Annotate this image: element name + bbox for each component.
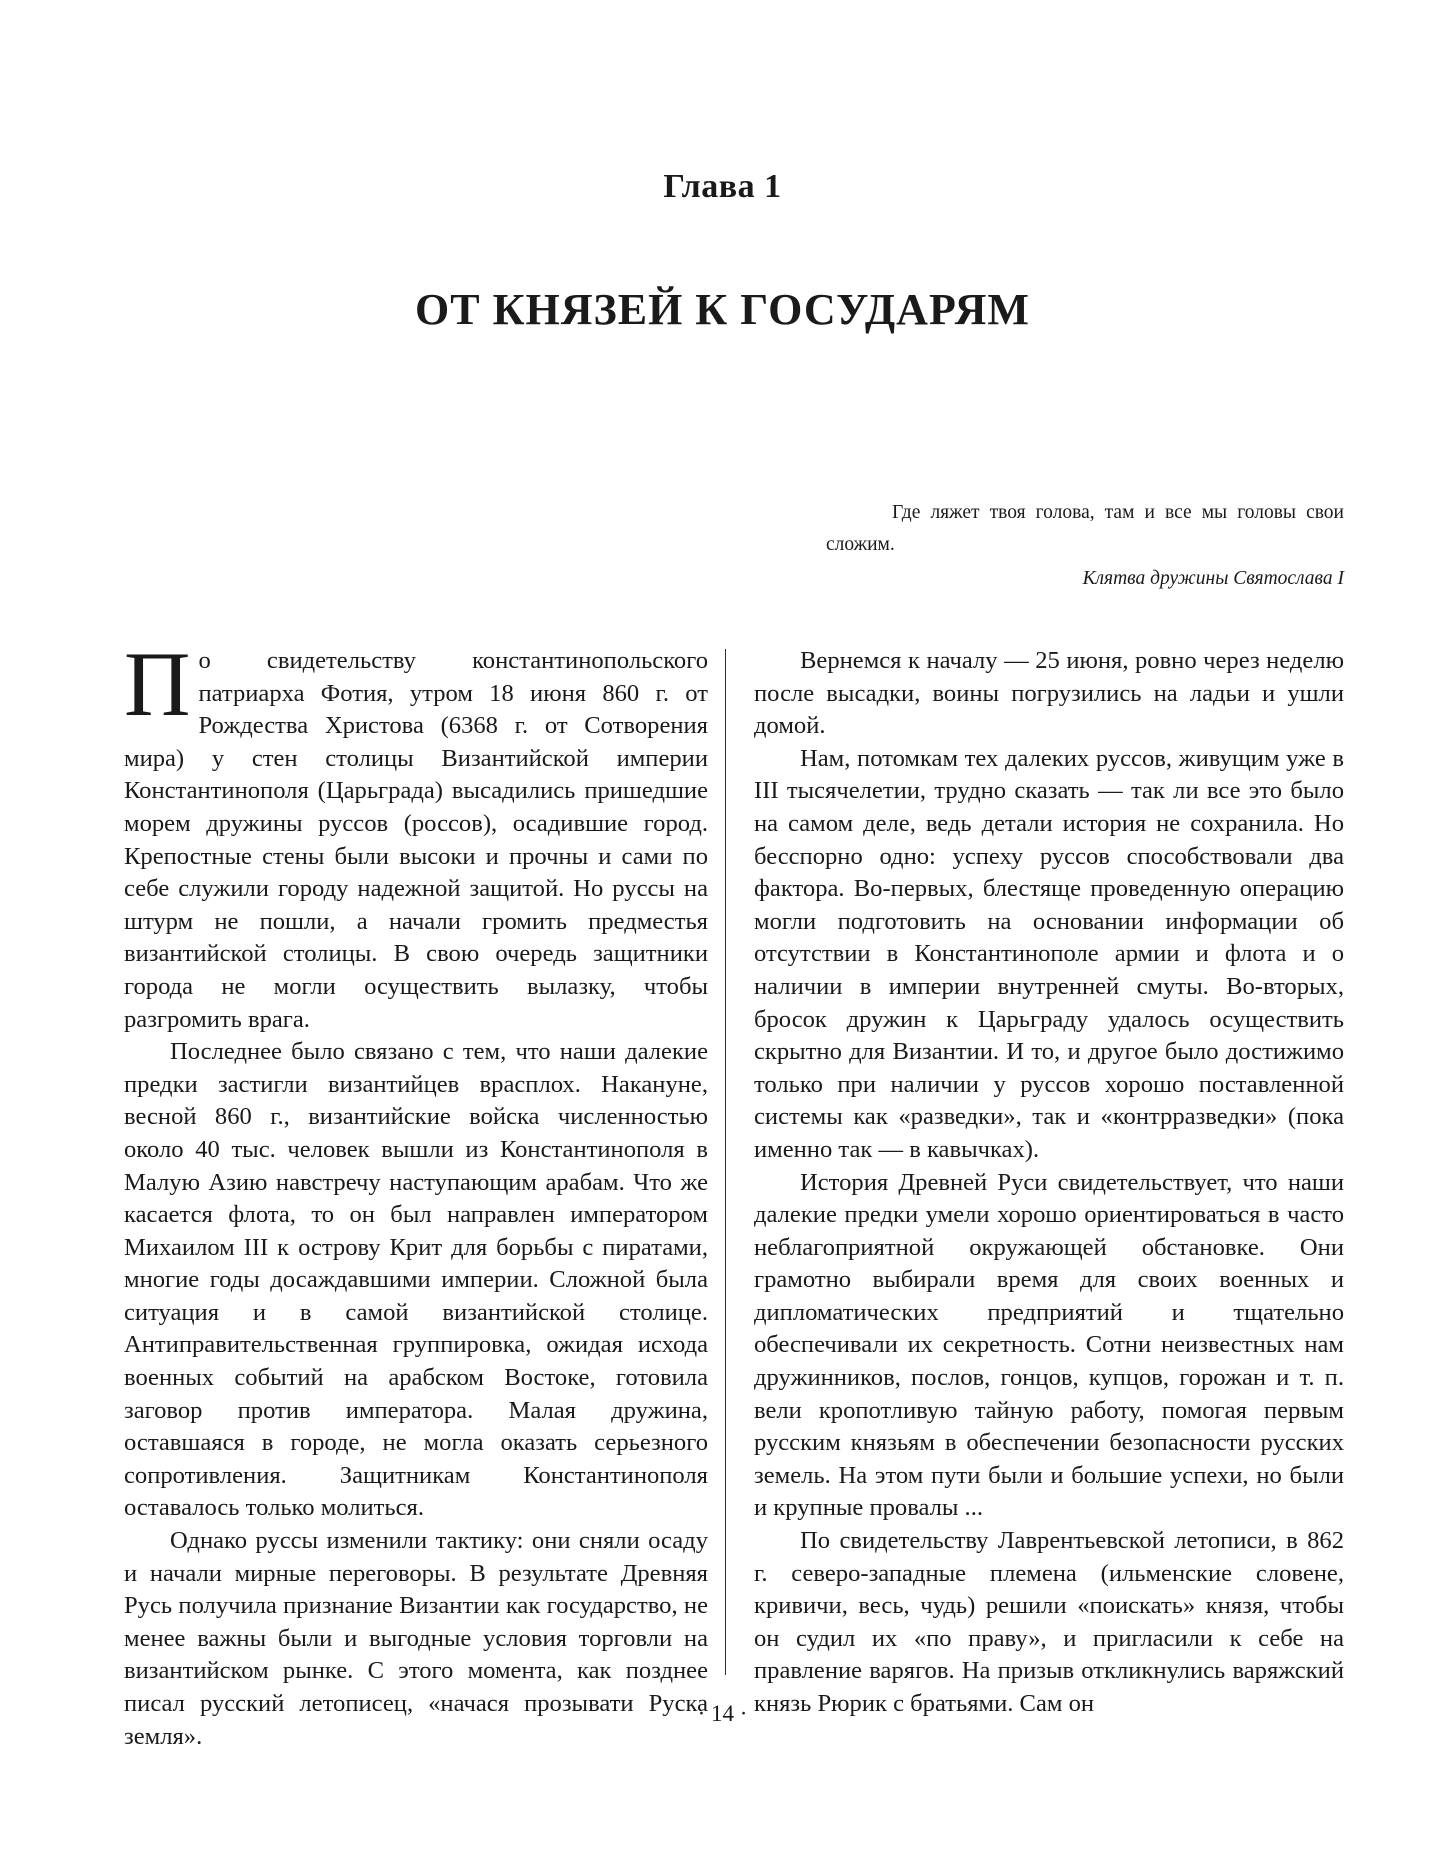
right-column [754,645,1344,1721]
paragraph-text: о свидетельству константинопольского патриарха Фотия, утром 18 июня 860 г. от Рождества Христова (6368 г. от Сотворения мира) у стен столицы Византийской империи Константинополя (Царьграда) высадились пришедшие морем дружины руссов (россов), осадившие город. Крепостные стены были высоки и прочны и сами по себе служили городу надежной защитой. Но руссы на штурм не пошли, а начали громить предместья византийской столицы. В свою очередь защитники города не могли осуществить вылазку, чтобы разгромить врага. [124,647,708,1033]
epigraph-text: Где ляжет твоя голова, там и все мы головы свои сложим. [826,502,1344,555]
column-divider [725,649,726,1675]
paragraph: По свидетельству Лаврентьевской летописи, в 862 г. северо-западные племена (ильменские словене, кривичи, весь, чудь) решили «поискать» князя, чтобы он судил их «по праву», и пригласили к себе на правление варягов. На призыв откликнулись варяжский князь Рюрик с братьями. Сам он [754,1527,1344,1717]
chapter-title: ОТ КНЯЗЕЙ К ГОСУДАРЯМ [415,285,1030,334]
left-column [124,633,708,1753]
paragraph: Однако руссы изменили тактику: они сняли осаду и начали мирные переговоры. В результате Древняя Русь получила признание Византии как государство, не менее важны были и выгодные условия торговли на византийском рынке. С этого момента, как позднее писал русский летописец, «начася прозывати Руска земля». [124,1527,708,1750]
paragraph [124,633,708,1036]
drop-cap: П [124,633,191,735]
paragraph: История Древней Руси свидетельствует, что наши далекие предки умели хорошо ориентироваться в часто неблагоприятной окружающей обстановке. Они грамотно выбирали время для своих военных и дипломатических предприятий и тщательно обеспечивали их секретность. Сотни неизвестных нам дружинников, послов, гонцов, купцов, горожан и т. п. вели кропотливую тайную работу, помогая первым русским князьям в обеспечении безопасности русских земель. На этом пути были и большие успехи, но были и крупные провалы ... [754,1168,1344,1522]
paragraph: Последнее было связано с тем, что наши далекие предки застигли византийцев врасплох. Накануне, весной 860 г., византийские войска численностью около 40 тыс. человек вышли из Константинополя в Малую Азию навстречу наступающим арабам. Что же касается флота, то он был направлен императором Михаилом III к острову Крит для борьбы с пиратами, многие годы досаждавшими империи. Сложной была ситуация и в самой византийской столице. Антиправительственная группировка, ожидая исхода военных событий на арабском Востоке, готовила заговор против императора. Малая дружина, оставшаяся в городе, не могла оказать серьезного сопротивления. Защитникам Константинополя оставалось только молиться. [124,1038,708,1522]
page-number: · 14 · [697,1701,748,1726]
paragraph: Нам, потомкам тех далеких руссов, живущим уже в III тысячелетии, трудно сказать — так ли все это было на самом деле, ведь детали история не сохранила. Но бесспорно одно: успеху руссов способствовали два фактора. Во-первых, блестяще проведенную операцию могли подготовить на основании информации об отсутствии в Константинополе армии и флота и о наличии в империи внутренней смуты. Во-вторых, бросок дружин к Царьграду удалось осуществить скрытно для Византии. И то, и другое было достижимо только при наличии у руссов хорошо поставленной системы как «разведки», так и «контрразведки» (пока именно так — в кавычках). [754,744,1344,1163]
epigraph [826,497,1344,595]
paragraph: Вернемся к началу — 25 июня, ровно через неделю после высадки, воины погрузились на ладьи и ушли домой. [754,647,1344,740]
epigraph-attribution: Клятва дружины Святослава I [1082,568,1344,589]
chapter-number: Глава 1 [663,168,782,205]
